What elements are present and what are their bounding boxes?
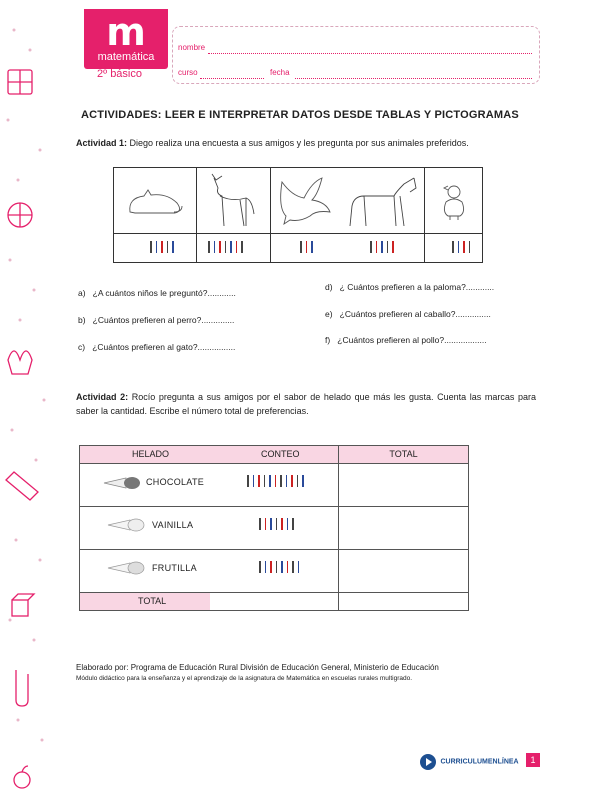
fecha-field[interactable]: [295, 78, 532, 79]
flavor-frutilla: FRUTILLA: [152, 563, 197, 573]
footer-module: Módulo didáctico para la enseñanza y el aprendizaje de la asignatura de Matemática en escuelas rurales multigrado.: [76, 675, 413, 682]
total-row-label: TOTAL: [138, 596, 167, 606]
animal-pictogram-table: [113, 167, 483, 263]
flavor-chocolate: CHOCOLATE: [146, 477, 205, 487]
dog-icon: [206, 172, 262, 230]
tally-cat: [150, 241, 178, 253]
ice-cream-cone-icon: [106, 518, 146, 532]
question-f: f) ¿Cuántos prefieren al pollo?..................: [325, 335, 487, 345]
student-info-box: [172, 26, 540, 84]
ice-cream-cone-icon: [102, 476, 142, 490]
page-title: ACTIVIDADES: LEER E INTERPRETAR DATOS DESDE TABLAS Y PICTOGRAMAS: [81, 109, 519, 121]
tally-chocolate: [247, 475, 308, 487]
total-header: TOTAL: [339, 446, 468, 463]
logo-letter: m: [106, 10, 146, 54]
fecha-label: fecha: [270, 68, 290, 77]
tally-dog: [208, 241, 247, 253]
activity1-text: Diego realiza una encuesta a sus amigos y les pregunta por sus animales preferidos.: [129, 138, 469, 148]
ice-cream-cone-icon: [106, 561, 146, 575]
nombre-field[interactable]: [208, 53, 532, 54]
dove-icon: [278, 176, 334, 226]
conteo-header: CONTEO: [261, 449, 300, 459]
matematica-logo: [84, 9, 168, 69]
tally-frutilla: [259, 561, 303, 573]
curriculum-en-linea-logo: [420, 753, 519, 771]
total-frutilla-input[interactable]: [342, 552, 464, 590]
question-a: a) ¿A cuántos niños le preguntó?............: [78, 288, 236, 298]
flavor-vainilla: VAINILLA: [152, 520, 194, 530]
activity1-label: Actividad 1:: [76, 138, 128, 148]
footer-credit: Elaborado por: Programa de Educación Rural División de Educación General, Ministerio de Educación: [76, 663, 439, 672]
tally-chick: [452, 241, 474, 253]
total-sum-input[interactable]: [212, 594, 336, 609]
question-b: b) ¿Cuántos prefieren al perro?..............: [78, 315, 235, 325]
tally-dove: [300, 241, 317, 253]
activity1-prompt: [76, 136, 536, 150]
logo-text: matemática: [97, 51, 155, 63]
grade-label: 2º básico: [97, 68, 142, 80]
horse-icon: [348, 174, 420, 230]
brand-name: CURRICULUMENLÍNEA: [440, 758, 519, 766]
total-chocolate-input[interactable]: [342, 466, 464, 504]
activity2-label: Actividad 2:: [76, 392, 129, 402]
nombre-label: nombre: [178, 43, 206, 52]
cat-icon: [124, 186, 186, 218]
activity2-text: Rocío pregunta a sus amigos por el sabor de helado que más les gusta. Cuenta las marcas para saber la cantidad. Escribe el número total de preferencias.: [76, 392, 536, 416]
question-d: d) ¿ Cuántos prefieren a la paloma?............: [325, 282, 495, 292]
question-e: e) ¿Cuántos prefieren al caballo?...............: [325, 309, 491, 319]
total-vainilla-input[interactable]: [342, 509, 464, 547]
curso-field[interactable]: [200, 78, 264, 79]
play-icon: [420, 754, 436, 770]
curso-label: curso: [178, 68, 198, 77]
ice-cream-table: [79, 445, 469, 611]
helado-header: HELADO: [132, 449, 170, 459]
page-number: 1: [526, 753, 540, 767]
chick-icon: [440, 182, 470, 222]
activity2-prompt: [76, 390, 536, 418]
tally-horse: [370, 241, 398, 253]
tally-vainilla: [259, 518, 298, 530]
question-c: c) ¿Cuántos prefieren al gato?................: [78, 342, 236, 352]
